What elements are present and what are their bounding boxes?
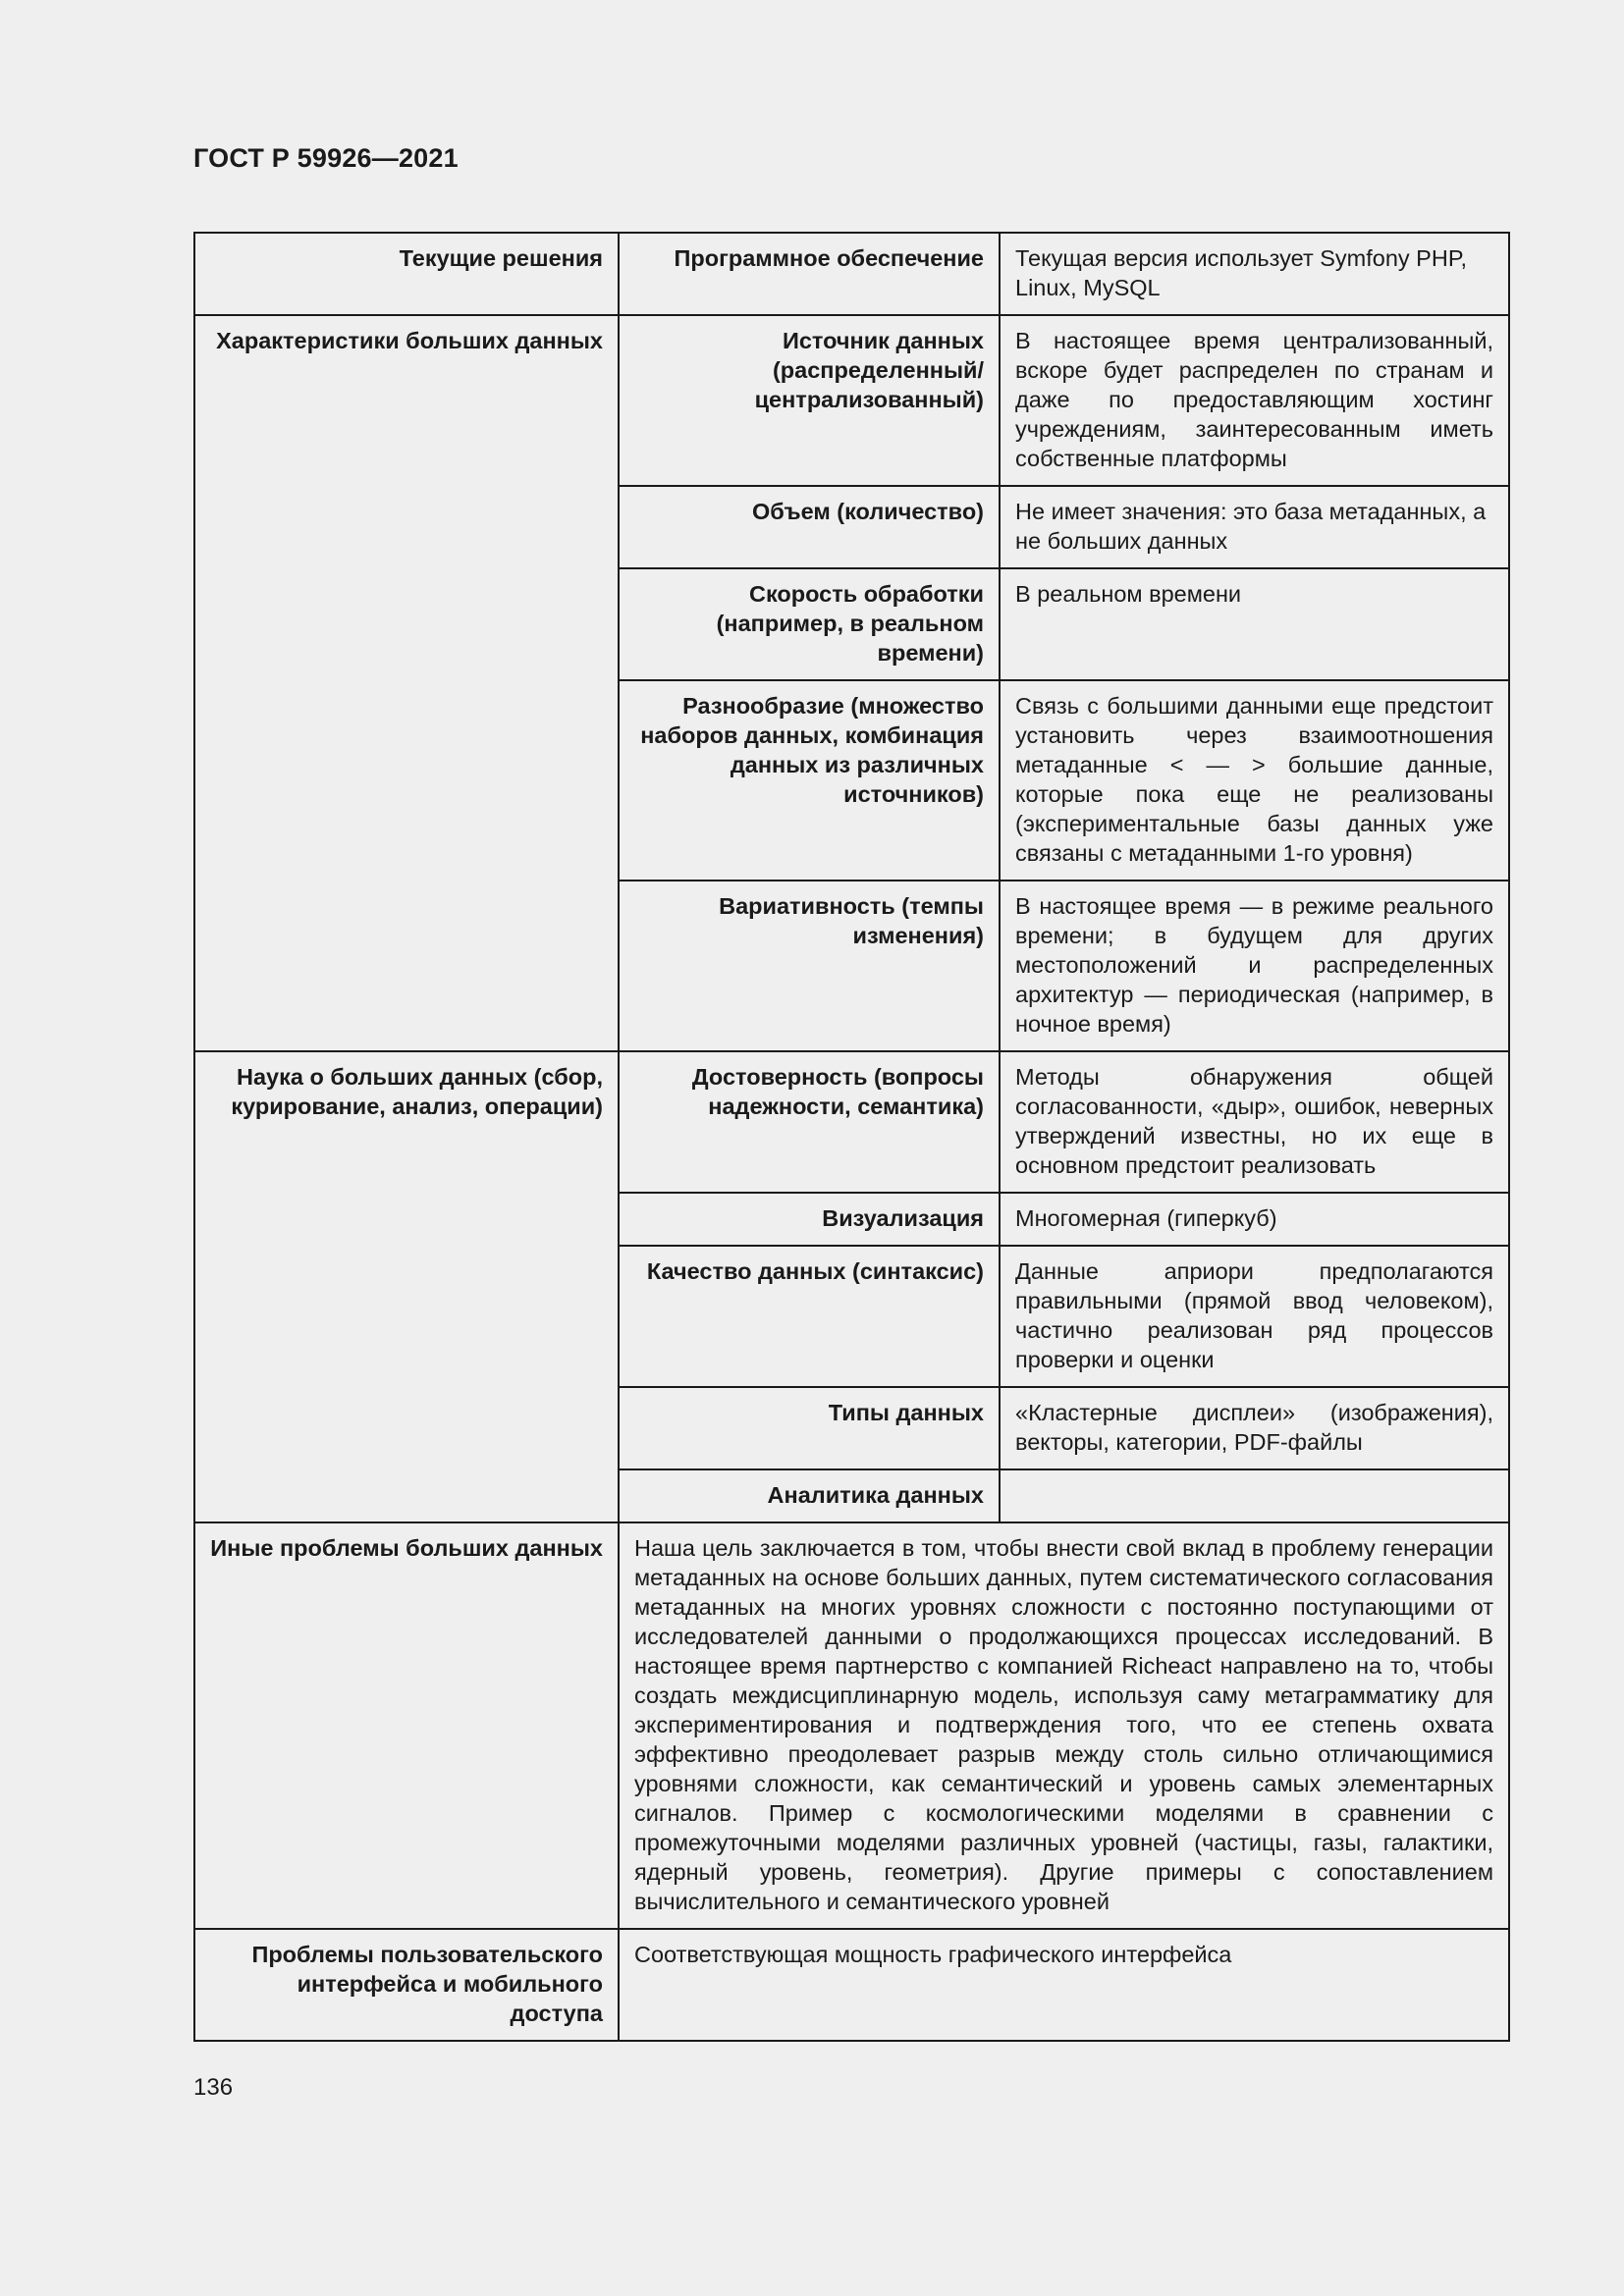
value-cell: Не имеет значения: это база метаданных, а не больших данных xyxy=(1000,486,1509,568)
value-cell: В реальном времени xyxy=(1000,568,1509,680)
value-cell: Многомерная (гиперкуб) xyxy=(1000,1193,1509,1246)
value-cell: Связь с большими данными еще предстоит установить через взаимоотношения метаданные < — > большие данные, которые пока еще не реализованы (экспериментальные базы данных уже связаны с метаданными 1-го уровня) xyxy=(1000,680,1509,881)
attribute-cell: Объем (количество) xyxy=(619,486,1000,568)
attribute-cell: Аналитика данных xyxy=(619,1469,1000,1522)
table-row xyxy=(194,315,1509,486)
value-cell: «Кластерные дисплеи» (изображения), векторы, категории, PDF-файлы xyxy=(1000,1387,1509,1469)
value-cell xyxy=(1000,1469,1509,1522)
value-cell: В настоящее время централизованный, вскоре будет распределен по странам и даже по предоставляющим хостинг учреждениям, заинтересованным иметь собственные платформы xyxy=(1000,315,1509,486)
attribute-cell: Качество данных (синтаксис) xyxy=(619,1246,1000,1387)
value-cell: Наша цель заключается в том, чтобы внести свой вклад в проблему генерации метаданных на основе больших данных, путем систематического согласования метаданных на многих уровнях сложности с постоянно поступающими от исследователей данными о продолжающихся процессах исследований. В настоящее время партнерство с компанией Richeact направлено на то, чтобы создать междисциплинарную модель, используя саму метаграмматику для экспериментирования и подтверждения того, что ее степень охвата эффективно преодолевает разрыв между столь сильно отличающимися уровнями сложности, как семантический и уровень самых элементарных сигналов. Пример с космологическими моделями в сравнении с промежуточными моделями различных уровней (частицы, газы, галактики, ядерный уровень, геометрия). Другие примеры с сопоставлением вычислительного и семантического уровней xyxy=(619,1522,1509,1929)
attribute-cell: Вариативность (темпы изменения) xyxy=(619,881,1000,1051)
attribute-cell: Программное обеспечение xyxy=(619,233,1000,315)
attribute-cell: Типы данных xyxy=(619,1387,1000,1469)
value-cell: Соответствующая мощность графического интерфейса xyxy=(619,1929,1509,2041)
attribute-cell: Визуализация xyxy=(619,1193,1000,1246)
value-cell: В настоящее время — в режиме реального времени; в будущем для других местоположений и распределенных архитектур — периодическая (например, в ночное время) xyxy=(1000,881,1509,1051)
table-row xyxy=(194,1051,1509,1193)
value-cell: Методы обнаружения общей согласованности, «дыр», ошибок, неверных утверждений известны, но их еще в основном предстоит реализовать xyxy=(1000,1051,1509,1193)
use-case-table xyxy=(193,232,1510,2042)
attribute-cell: Достоверность (вопросы надежности, семантика) xyxy=(619,1051,1000,1193)
attribute-cell: Разнообразие (множество наборов данных, комбинация данных из различных источников) xyxy=(619,680,1000,881)
value-cell: Текущая версия использует Symfony PHP, Linux, MySQL xyxy=(1000,233,1509,315)
category-cell: Характеристики больших данных xyxy=(194,315,619,1051)
category-cell: Наука о больших данных (сбор, курирование, анализ, операции) xyxy=(194,1051,619,1522)
table-row xyxy=(194,233,1509,315)
category-cell: Иные проблемы больших данных xyxy=(194,1522,619,1929)
table-row xyxy=(194,1929,1509,2041)
value-cell: Данные априори предполагаются правильными (прямой ввод человеком), частично реализован ряд процессов проверки и оценки xyxy=(1000,1246,1509,1387)
attribute-cell: Источник данных (распределенный/ централизованный) xyxy=(619,315,1000,486)
category-cell: Проблемы пользовательского интерфейса и мобильного доступа xyxy=(194,1929,619,2041)
document-code-header: ГОСТ Р 59926—2021 xyxy=(193,143,459,173)
category-cell: Текущие решения xyxy=(194,233,619,315)
table-row xyxy=(194,1522,1509,1929)
attribute-cell: Скорость обработки (например, в реальном времени) xyxy=(619,568,1000,680)
page-number: 136 xyxy=(193,2074,234,2101)
